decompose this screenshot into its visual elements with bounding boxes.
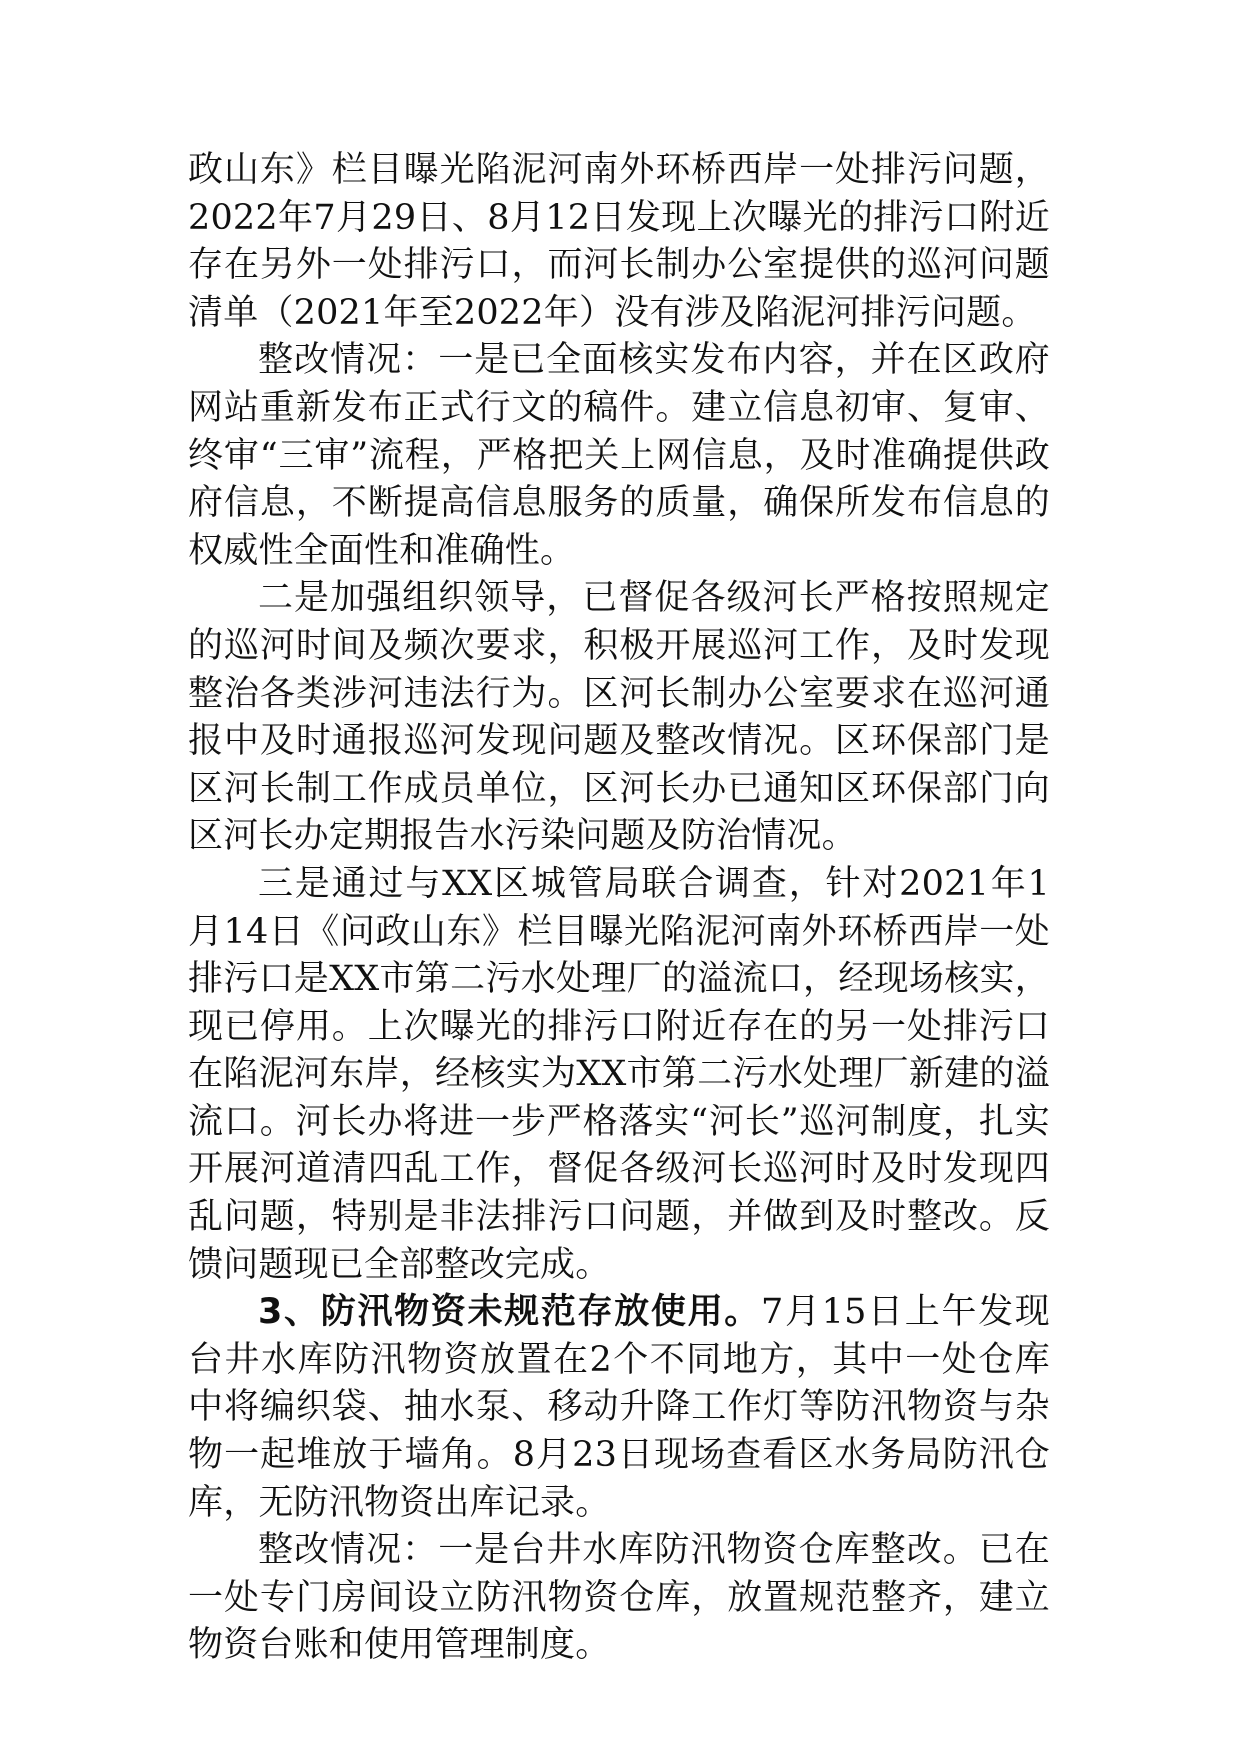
paragraph-joint-investigation: 三是通过与XX区城管局联合调查，针对2021年1月14日《问政山东》栏目曝光陷泥河南外环桥西岸一处排污口是XX市第二污水处理厂的溢流口，经现场核实，现已停用。上次曝光的排污口附近存在的另一处排污口在陷泥河东岸，经核实为XX市第二污水处理厂新建的溢流口。河长办将进一步严格落实“河长”巡河制度，扎实开展河道清四乱工作，督促各级河长巡河时及时发现四乱问题，特别是非法排污口问题，并做到及时整改。反馈问题现已全部整改完成。 — [188, 863, 1050, 1285]
paragraph-river-patrol-leadership: 二是加强组织领导，已督促各级河长严格按照规定的巡河时间及频次要求，积极开展巡河工作，及时发现整治各类涉河违法行为。区河长制办公室要求在巡河通报中及时通报巡河发现问题及整改情况。区环保部门是区河长制工作成员单位，区河长办已通知区环保部门向区河长办定期报告水污染问题及防治情况。 — [188, 578, 1050, 857]
paragraph-continued-exposure-issue: 政山东》栏目曝光陷泥河南外环桥西岸一处排污问题，2022年7月29日、8月12日发现上次曝光的排污口附近存在另外一处排污口，而河长制办公室提供的巡河问题清单（2021年至2022年）没有涉及陷泥河排污问题。 — [188, 150, 1050, 333]
flood-supplies-description: 7月15日上午发现台井水库防汛物资放置在2个不同地方，其中一处仓库中将编织袋、抽水泵、移动升降工作灯等防汛物资与杂物一起堆放于墙角。8月23日现场查看区水务局防汛仓库，无防汛物资出库记录。 — [188, 1292, 1051, 1523]
document-body — [188, 147, 1050, 1670]
flood-supplies-heading: 3、防汛物资未规范存放使用。 — [258, 1292, 761, 1333]
paragraph-flood-supplies-issue — [188, 1289, 1050, 1527]
paragraph-flood-supplies-rectification: 整改情况：一是台井水库防汛物资仓库整改。已在一处专门房间设立防汛物资仓库，放置规范整齐，建立物资台账和使用管理制度。 — [188, 1530, 1050, 1666]
paragraph-rectification-publication: 整改情况：一是已全面核实发布内容，并在区政府网站重新发布正式行文的稿件。建立信息初审、复审、终审“三审”流程，严格把关上网信息，及时准确提供政府信息，不断提高信息服务的质量，确保所发布信息的权威性全面性和准确性。 — [188, 340, 1050, 571]
